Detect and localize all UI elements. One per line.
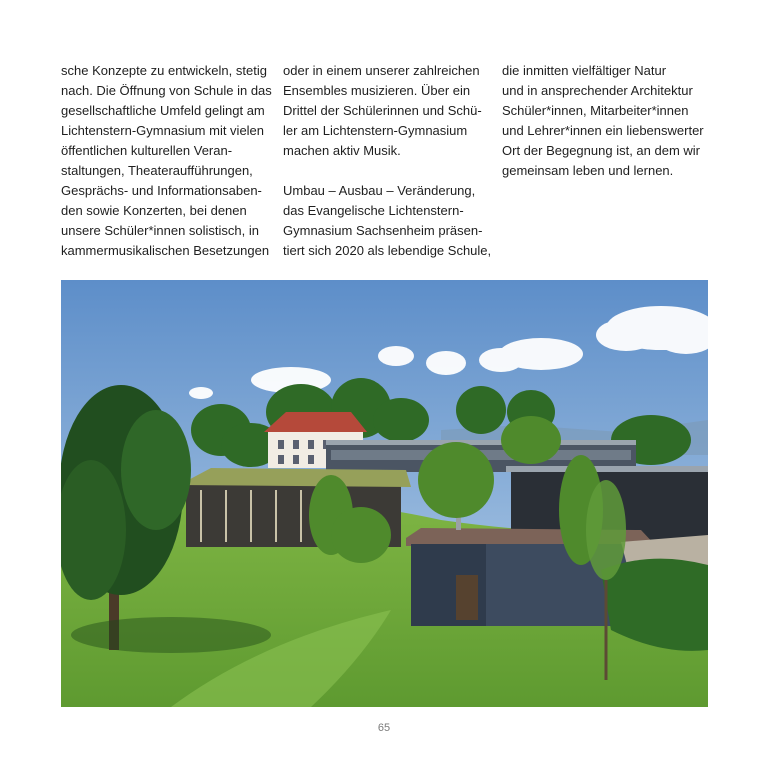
- text-column-left: [61, 61, 273, 261]
- campus-illustration: [61, 280, 708, 707]
- text-line: Drittel der Schülerinnen und Schü-: [283, 103, 482, 118]
- page-number: 65: [377, 722, 391, 734]
- text-line: gemeinsam leben und lernen.: [502, 163, 674, 178]
- text-line: Lichtenstern-Gymnasium mit vielen: [61, 123, 265, 138]
- tree-shadow: [71, 617, 271, 653]
- text-line: gesellschaftliche Umfeld gelingt am: [61, 103, 265, 118]
- text-line: den sowie Konzerten, bei denen: [61, 203, 247, 218]
- paragraph-gap: [283, 161, 495, 181]
- text-line: staltungen, Theateraufführungen,: [61, 163, 253, 178]
- text-line: Gymnasium Sachsenheim präsen-: [283, 223, 483, 238]
- text-line: öffentlichen kulturellen Veran-: [61, 143, 233, 158]
- text-line: und in ansprechender Architektur: [502, 83, 693, 98]
- school-campus-photo: [61, 280, 708, 707]
- text-line: Umbau – Ausbau – Veränderung,: [283, 183, 476, 198]
- text-line: das Evangelische Lichtenstern-: [283, 203, 464, 218]
- text-line: die inmitten vielfältiger Natur: [502, 63, 667, 78]
- text-column-right: [502, 61, 714, 181]
- text-line: unsere Schüler*innen solistisch, in: [61, 223, 259, 238]
- text-line: sche Konzepte zu entwickeln, stetig: [61, 63, 267, 78]
- text-line: kammermusikalischen Besetzungen: [61, 243, 270, 258]
- text-line: nach. Die Öffnung von Schule in das: [61, 83, 272, 98]
- text-columns: [61, 61, 711, 267]
- text-line: machen aktiv Musik.: [283, 143, 401, 158]
- text-line: tiert sich 2020 als lebendige Schule,: [283, 243, 492, 258]
- text-column-middle: [283, 61, 495, 261]
- text-line: Ort der Begegnung ist, an dem wir: [502, 143, 700, 158]
- text-line: und Lehrer*innen ein liebenswerter: [502, 123, 704, 138]
- text-line: oder in einem unserer zahlreichen: [283, 63, 480, 78]
- text-line: Ensembles musizieren. Über ein: [283, 83, 471, 98]
- text-line: ler am Lichtenstern-Gymnasium: [283, 123, 468, 138]
- text-line: Schüler*innen, Mitarbeiter*innen: [502, 103, 689, 118]
- text-line: Gesprächs- und Informationsaben-: [61, 183, 262, 198]
